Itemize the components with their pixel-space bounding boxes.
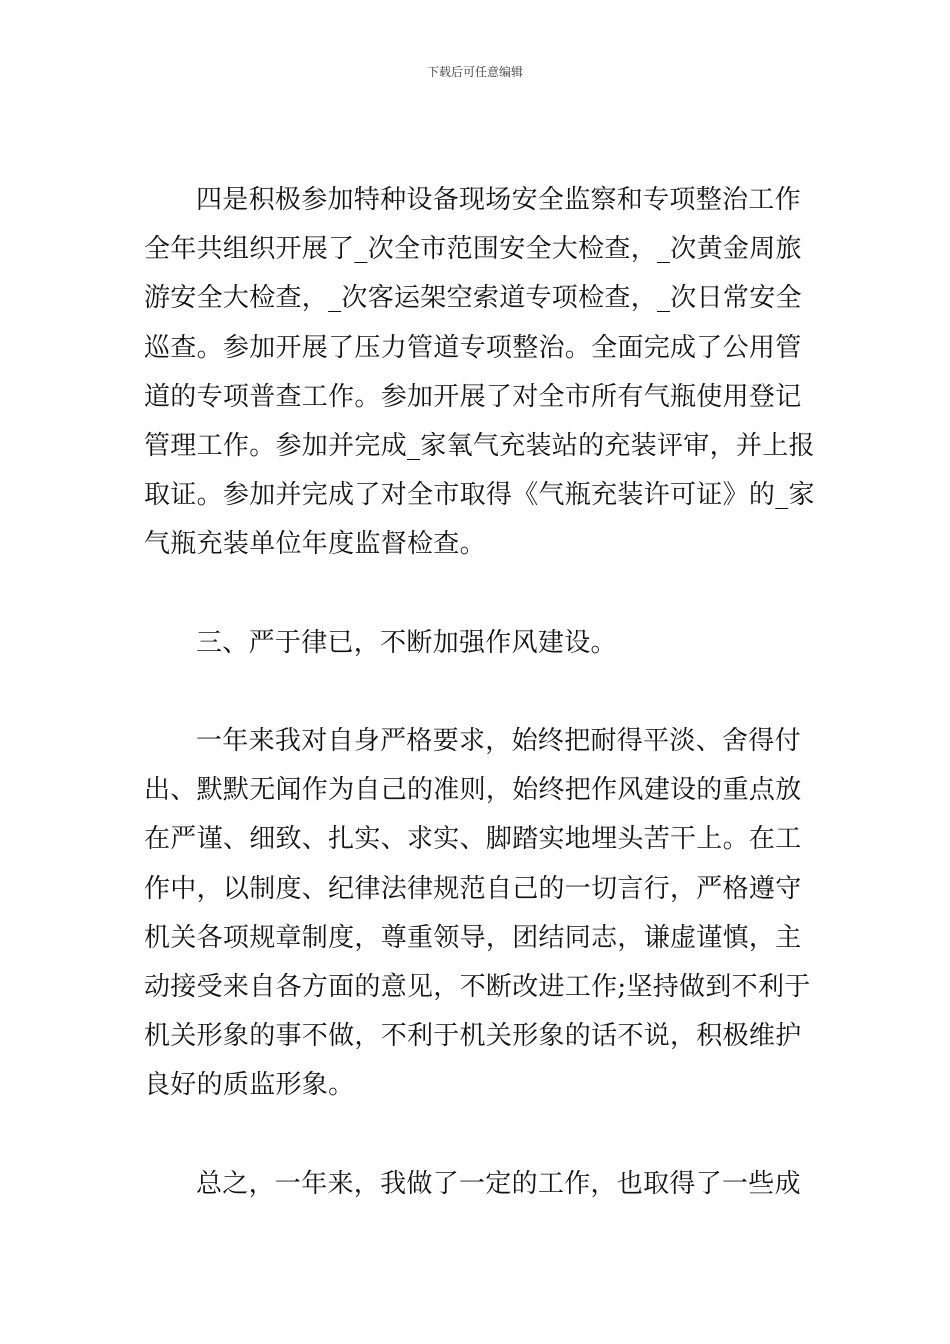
paragraph-line: 管理工作。参加并完成_家氧气充装站的充装评审，并上报 bbox=[144, 430, 815, 461]
paragraph-line: 作中，以制度、纪律法律规范自己的一切言行，严格遵守 bbox=[144, 873, 802, 904]
paragraph-line: 气瓶充装单位年度监督检查。 bbox=[144, 529, 486, 560]
paragraph-line: 机关形象的事不做，不利于机关形象的话不说，积极维护 bbox=[144, 1021, 802, 1052]
document-body bbox=[144, 176, 814, 1209]
paragraph-line: 动接受来自各方面的意见，不断改进工作;坚持做到不利于 bbox=[144, 972, 811, 1002]
section-heading-line: 三、严于律已，不断加强作风建设。 bbox=[196, 627, 617, 658]
paragraph-line: 良好的质监形象。 bbox=[144, 1070, 355, 1101]
page-header: 下载后可任意编辑 bbox=[426, 65, 523, 79]
paragraph-spacer bbox=[144, 668, 814, 717]
paragraph-line: 出、默默无闻作为自己的准则，始终把作风建设的重点放 bbox=[144, 775, 802, 806]
paragraph-line: 四是积极参加特种设备现场安全监察和专项整治工作 bbox=[196, 185, 801, 215]
paragraph-line: 取证。参加并完成了对全市取得《气瓶充装许可证》的_家 bbox=[144, 480, 815, 511]
paragraph-line: 总之，一年来，我做了一定的工作，也取得了一些成 bbox=[196, 1168, 801, 1199]
paragraph-self-discipline bbox=[144, 717, 814, 1111]
section-heading-discipline bbox=[144, 619, 814, 668]
paragraph-line: 游安全大检查，_次客运架空索道专项检查，_次日常安全 bbox=[144, 283, 802, 314]
paragraph-line: 机关各项规章制度，尊重领导，团结同志，谦虚谨慎，主 bbox=[144, 922, 802, 953]
paragraph-inspection-work bbox=[144, 176, 814, 570]
paragraph-line: 在严谨、细致、扎实、求实、脚踏实地埋头苦干上。在工 bbox=[144, 824, 802, 855]
paragraph-spacer bbox=[144, 1111, 814, 1160]
paragraph-spacer bbox=[144, 570, 814, 619]
paragraph-summary bbox=[144, 1160, 814, 1209]
paragraph-line: 全年共组织开展了_次全市范围安全大检查，_次黄金周旅 bbox=[144, 234, 802, 265]
paragraph-line: 巡查。参加开展了压力管道专项整治。全面完成了公用管 bbox=[144, 332, 802, 363]
paragraph-line: 道的专项普查工作。参加开展了对全市所有气瓶使用登记 bbox=[144, 381, 802, 412]
paragraph-line: 一年来我对自身严格要求，始终把耐得平淡、舍得付 bbox=[196, 726, 801, 757]
